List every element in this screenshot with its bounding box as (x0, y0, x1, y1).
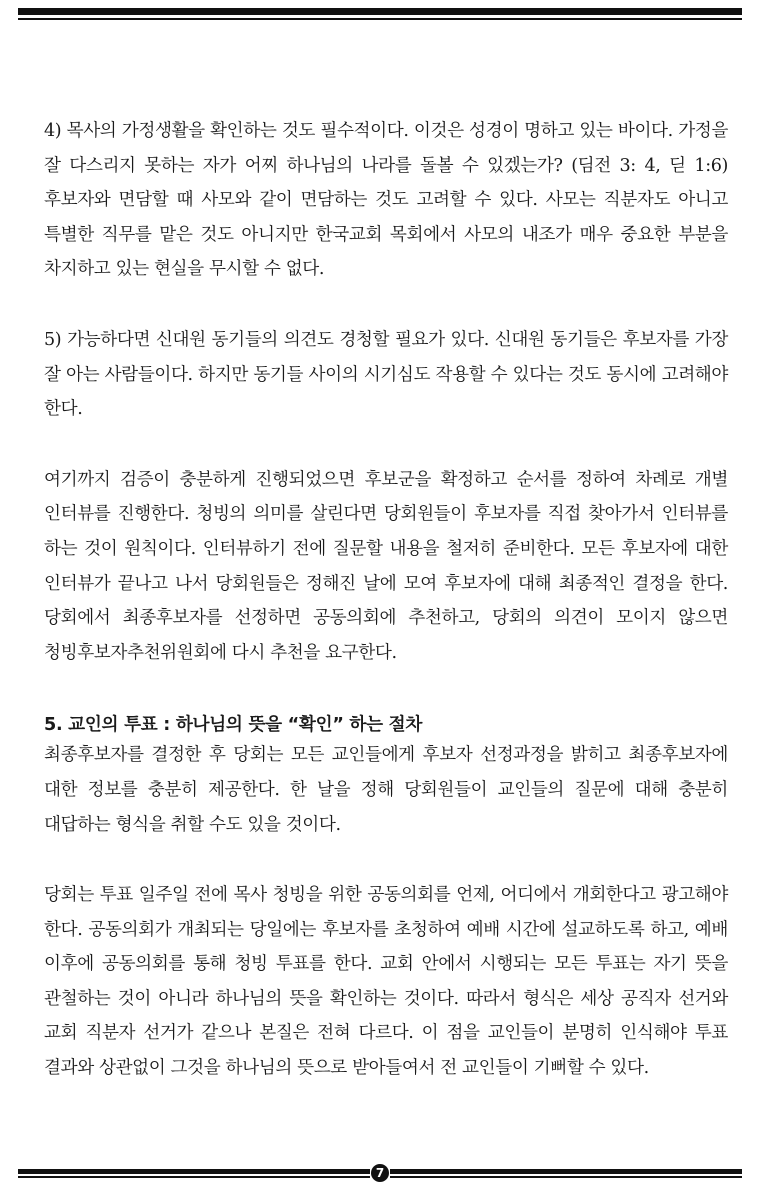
paragraph-candidate-information: 최종후보자를 결정한 후 당회는 모든 교인들에게 후보자 선정과정을 밝히고 최종후보자에 대한 정보를 충분히 제공한다. 한 날을 정해 당회원들이 교인들의 질문에 대해 충분히 대답하는 형식을 취할 수도 있을 것이다. (44, 745, 728, 835)
section-heading-congregation-vote: 5. 교인의 투표 : 하나님의 뜻을 “확인” 하는 절차 (44, 715, 423, 736)
paragraph-seminary-classmates: 5) 가능하다면 신대원 동기들의 의견도 경청할 필요가 있다. 신대원 동기들은 후보자를 가장 잘 아는 사람들이다. 하지만 동기들 사이의 시기심도 작용할 수 있다는 것도 동시에 고려해야 한다. (44, 329, 728, 420)
paragraph-pastor-family-life: 4) 목사의 가정생활을 확인하는 것도 필수적이다. 이것은 성경이 명하고 있는 바이다. 가정을 잘 다스리지 못하는 자가 어찌 하나님의 나라를 돌볼 수 있겠는가? (딤전 3: 4, 딛 1:6) 후보자와 면담할 때 사모와 같이 면담하는 것도 고려할 수 있다. 사모는 직분자도 아니고 특별한 직무를 맡은 것도 아니지만 한국교회 목회에서 사모의 내조가 매우 중요한 부분을 차지하고 있는 현실을 무시할 수 없다. (44, 121, 728, 280)
page-number-badge: 7 (371, 1164, 389, 1182)
top-border-thin-line (18, 18, 742, 20)
bottom-border-rule (18, 1164, 742, 1184)
page-body (44, 114, 728, 1086)
paragraph-candidate-interviews: 여기까지 검증이 충분하게 진행되었으면 후보군을 확정하고 순서를 정하여 차례로 개별 인터뷰를 진행한다. 청빙의 의미를 살린다면 당회원들이 후보자를 직접 찾아가서 인터뷰를 하는 것이 원칙이다. 인터뷰하기 전에 질문할 내용을 철저히 준비한다. 모든 후보자에 대한 인터뷰가 끝나고 나서 당회원들은 정해진 날에 모여 후보자에 대해 최종적인 결정을 한다. 당회에서 최종후보자를 선정하면 공동의회에 추천하고, 당회의 의견이 모이지 않으면 청빙후보자추천위원회에 다시 추천을 요구한다. (44, 469, 728, 663)
bottom-border-right-line (390, 1169, 742, 1178)
top-border-thick-line (18, 8, 742, 15)
paragraph-congregational-meeting: 당회는 투표 일주일 전에 목사 청빙을 위한 공동의회를 언제, 어디에서 개회한다고 광고해야 한다. 공동의회가 개최되는 당일에는 후보자를 초청하여 예배 시간에 설교하도록 하고, 예배 이후에 공동의회를 통해 청빙 투표를 한다. 교회 안에서 시행되는 모든 투표는 자기 뜻을 관철하는 것이 아니라 하나님의 뜻을 확인하는 것이다. 따라서 형식은 세상 공직자 선거와 교회 직분자 선거가 같으나 본질은 전혀 다르다. 이 점을 교인들이 분명히 인식해야 투표 결과와 상관없이 그것을 하나님의 뜻으로 받아들여서 전 교인들이 기뻐할 수 있다. (44, 885, 728, 1079)
top-border-rule (18, 8, 742, 20)
bottom-border-left-line (18, 1169, 370, 1178)
